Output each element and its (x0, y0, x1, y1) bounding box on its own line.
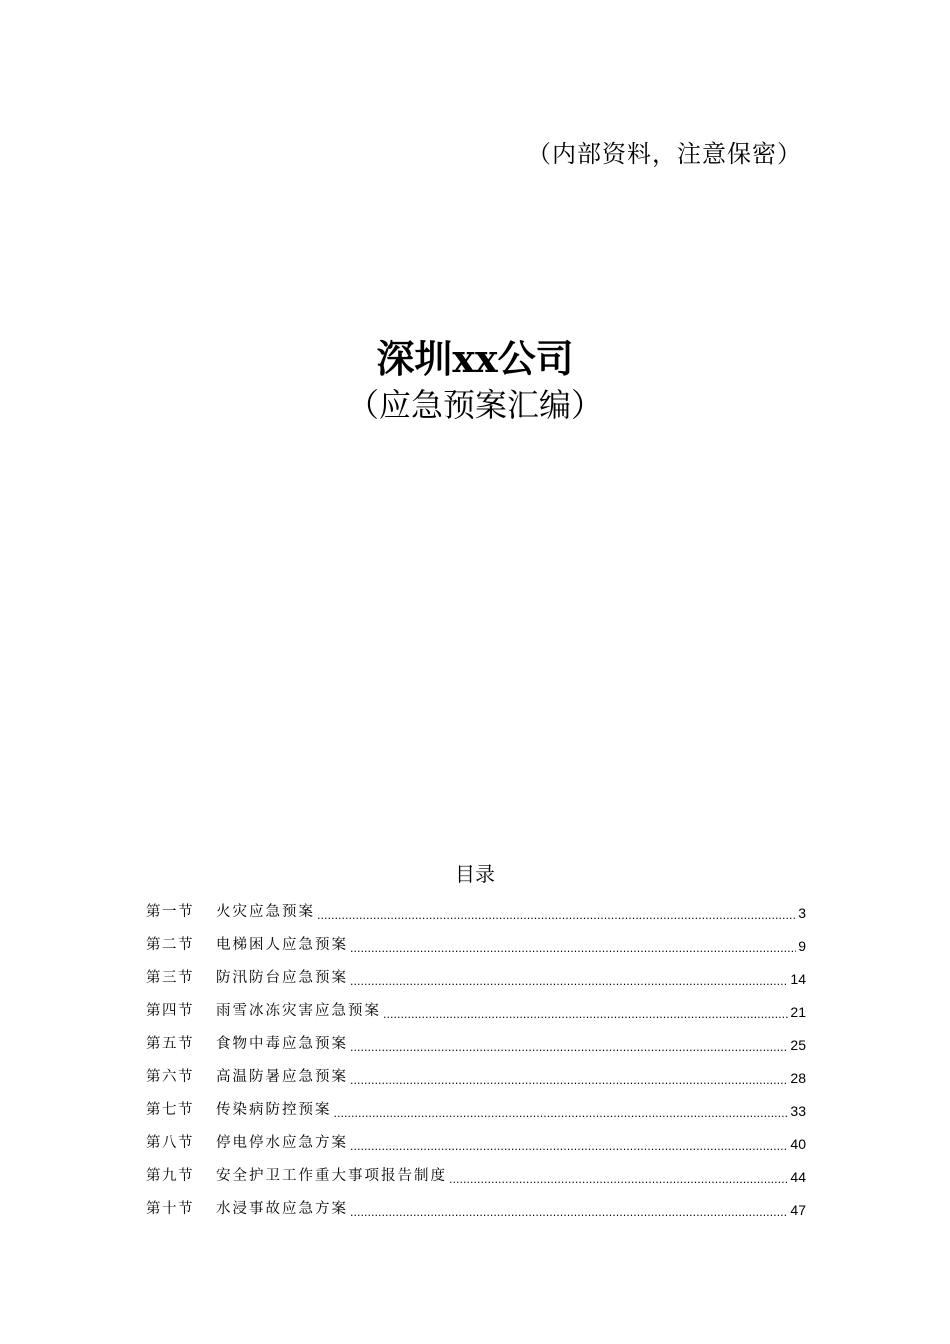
toc-page-number: 47 (790, 1201, 806, 1218)
toc-section-number: 第四节 (146, 1003, 194, 1020)
toc-section-number: 第七节 (146, 1102, 194, 1119)
toc-section-number: 第一节 (146, 904, 194, 921)
toc-entry[interactable] (146, 929, 806, 962)
toc-entry[interactable] (146, 995, 806, 1028)
toc-entry[interactable] (146, 1127, 806, 1160)
toc-leader-dots (449, 1169, 788, 1185)
toc-page-number: 14 (790, 970, 806, 987)
toc-entry-title: 水浸事故应急方案 (216, 1201, 348, 1218)
toc-entry-title: 食物中毒应急预案 (216, 1036, 348, 1053)
toc-entry[interactable] (146, 1028, 806, 1061)
toc-leader-dots (350, 1136, 788, 1152)
toc-leader-dots (317, 905, 796, 921)
toc-leader-dots (350, 1202, 788, 1218)
toc-entry-title: 电梯困人应急预案 (216, 937, 348, 954)
toc-page-number: 40 (790, 1135, 806, 1152)
toc-entry[interactable] (146, 1160, 806, 1193)
toc-page-number: 3 (798, 904, 806, 921)
toc-entry-title: 雨雪冰冻灾害应急预案 (216, 1003, 381, 1020)
toc-page-number: 25 (790, 1036, 806, 1053)
toc-leader-dots (383, 1004, 788, 1020)
toc-entry[interactable] (146, 962, 806, 995)
toc-entry-title: 火灾应急预案 (216, 904, 315, 921)
table-of-contents (146, 896, 806, 1226)
toc-leader-dots (350, 938, 796, 954)
company-title: 深圳xx公司 (376, 336, 574, 381)
toc-page-number: 44 (790, 1168, 806, 1185)
toc-section-number: 第五节 (146, 1036, 194, 1053)
toc-entry[interactable] (146, 1061, 806, 1094)
toc-heading: 目录 (455, 862, 495, 886)
toc-leader-dots (350, 971, 788, 987)
toc-entry[interactable] (146, 1193, 806, 1226)
toc-page-number: 28 (790, 1069, 806, 1086)
toc-entry-title: 停电停水应急方案 (216, 1135, 348, 1152)
toc-section-number: 第二节 (146, 937, 194, 954)
toc-entry[interactable] (146, 896, 806, 929)
toc-page-number: 33 (790, 1102, 806, 1119)
toc-section-number: 第十节 (146, 1201, 194, 1218)
toc-entry-title: 安全护卫工作重大事项报告制度 (216, 1168, 447, 1185)
confidential-notice: （内部资料，注意保密） (527, 140, 802, 168)
toc-page-number: 21 (790, 1003, 806, 1020)
toc-leader-dots (334, 1103, 789, 1119)
toc-entry[interactable] (146, 1094, 806, 1127)
toc-section-number: 第三节 (146, 970, 194, 987)
toc-section-number: 第六节 (146, 1069, 194, 1086)
document-subtitle: （应急预案汇编） (346, 386, 603, 424)
toc-entry-title: 高温防暑应急预案 (216, 1069, 348, 1086)
toc-entry-title: 防汛防台应急预案 (216, 970, 348, 987)
toc-page-number: 9 (798, 937, 806, 954)
toc-leader-dots (350, 1070, 788, 1086)
toc-leader-dots (350, 1037, 788, 1053)
toc-section-number: 第九节 (146, 1168, 194, 1185)
toc-section-number: 第八节 (146, 1135, 194, 1152)
toc-entry-title: 传染病防控预案 (216, 1102, 332, 1119)
